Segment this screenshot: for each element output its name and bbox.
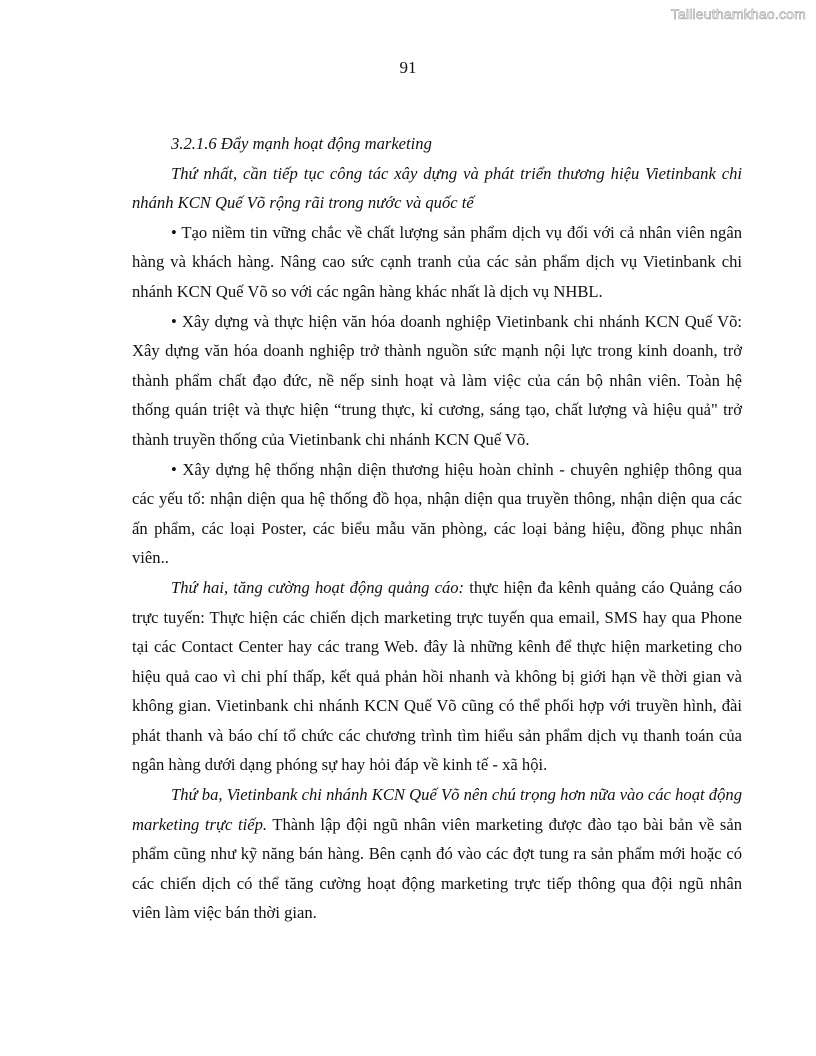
advertising-body: thực hiện đa kênh quảng cáo Quảng cáo trực tuyến: Thực hiện các chiến dịch marketing trực tuyến qua email, SMS hay qua Phone tại các Contact Center hay các trang Web. đây là những kênh để thực hiện marketing cho hiệu quả cao vì chi phí thấp, kết quả phản hồi nhanh và không bị giới hạn về thời gian và không gian. Vietinbank chi nhánh KCN Quế Võ cũng có thể phối hợp với truyền hình, đài phát thanh và báo chí tổ chức các chương trình tìm hiểu sản phẩm dịch vụ thanh toán của ngân hàng dưới dạng phóng sự hay hỏi đáp về kinh tế - xã hội. <box>132 577 742 775</box>
bullet-brand-identity: • Xây dựng hệ thống nhận diện thương hiệu hoàn chỉnh - chuyên nghiệp thông qua các yếu tố: nhận diện qua hệ thống đồ họa, nhận diện qua truyền thông, nhận diện qua các ấn phẩm, các loại Poster, các biểu mẫu văn phòng, các loại bảng hiệu, đồng phục nhân viên.. <box>132 459 742 568</box>
bullet-trust-quality: • Tạo niềm tin vững chắc về chất lượng sản phẩm dịch vụ đối với cả nhân viên ngân hàng và khách hàng. Nâng cao sức cạnh tranh của các sản phẩm dịch vụ Vietinbank chi nhánh KCN Quế Võ so với các ngân hàng khác nhất là dịch vụ NHBL. <box>132 222 742 301</box>
paragraph-advertising <box>132 573 742 780</box>
direct-marketing-body: Thành lập đội ngũ nhân viên marketing được đào tạo bài bản về sản phẩm cũng như kỹ năng bán hàng. Bên cạnh đó vào các đợt tung ra sản phẩm mới hoặc có các chiến dịch có thể tăng cường hoạt động marketing trực tiếp thông qua đội ngũ nhân viên làm việc bán thời gian. <box>132 814 743 923</box>
advertising-lead: Thứ hai, tăng cường hoạt động quảng cáo: <box>171 577 465 597</box>
bullet-corporate-culture: • Xây dựng và thực hiện văn hóa doanh nghiệp Vietinbank chi nhánh KCN Quế Võ: Xây dựng văn hóa doanh nghiệp trở thành nguồn sức mạnh nội lực trong kinh doanh, trở thành phẩm chất đạo đức, nề nếp sinh hoạt và làm việc của cán bộ nhân viên. Toàn hệ thống quán triệt và thực hiện “trung thực, kỉ cương, sáng tạo, chất lượng và hiệu quả" trở thành truyền thống của Vietinbank chi nhánh KCN Quế Võ. <box>132 311 742 449</box>
section-heading: 3.2.1.6 Đẩy mạnh hoạt động marketing <box>171 134 432 153</box>
direct-marketing-lead: Thứ ba, Vietinbank chi nhánh KCN Quế Võ nên chú trọng hơn nữa vào các hoạt động marketing trực tiếp. <box>132 785 742 834</box>
document-body <box>132 129 742 928</box>
paragraph-direct-marketing <box>132 780 742 928</box>
page-number: 91 <box>399 58 417 77</box>
paragraph-first-point: Thứ nhất, cần tiếp tục công tác xây dựng và phát triển thương hiệu Vietinbank chi nhánh KCN Quế Võ rộng rãi trong nước và quốc tế <box>132 163 742 213</box>
watermark: Tailieuthamkhao.com <box>670 6 806 22</box>
